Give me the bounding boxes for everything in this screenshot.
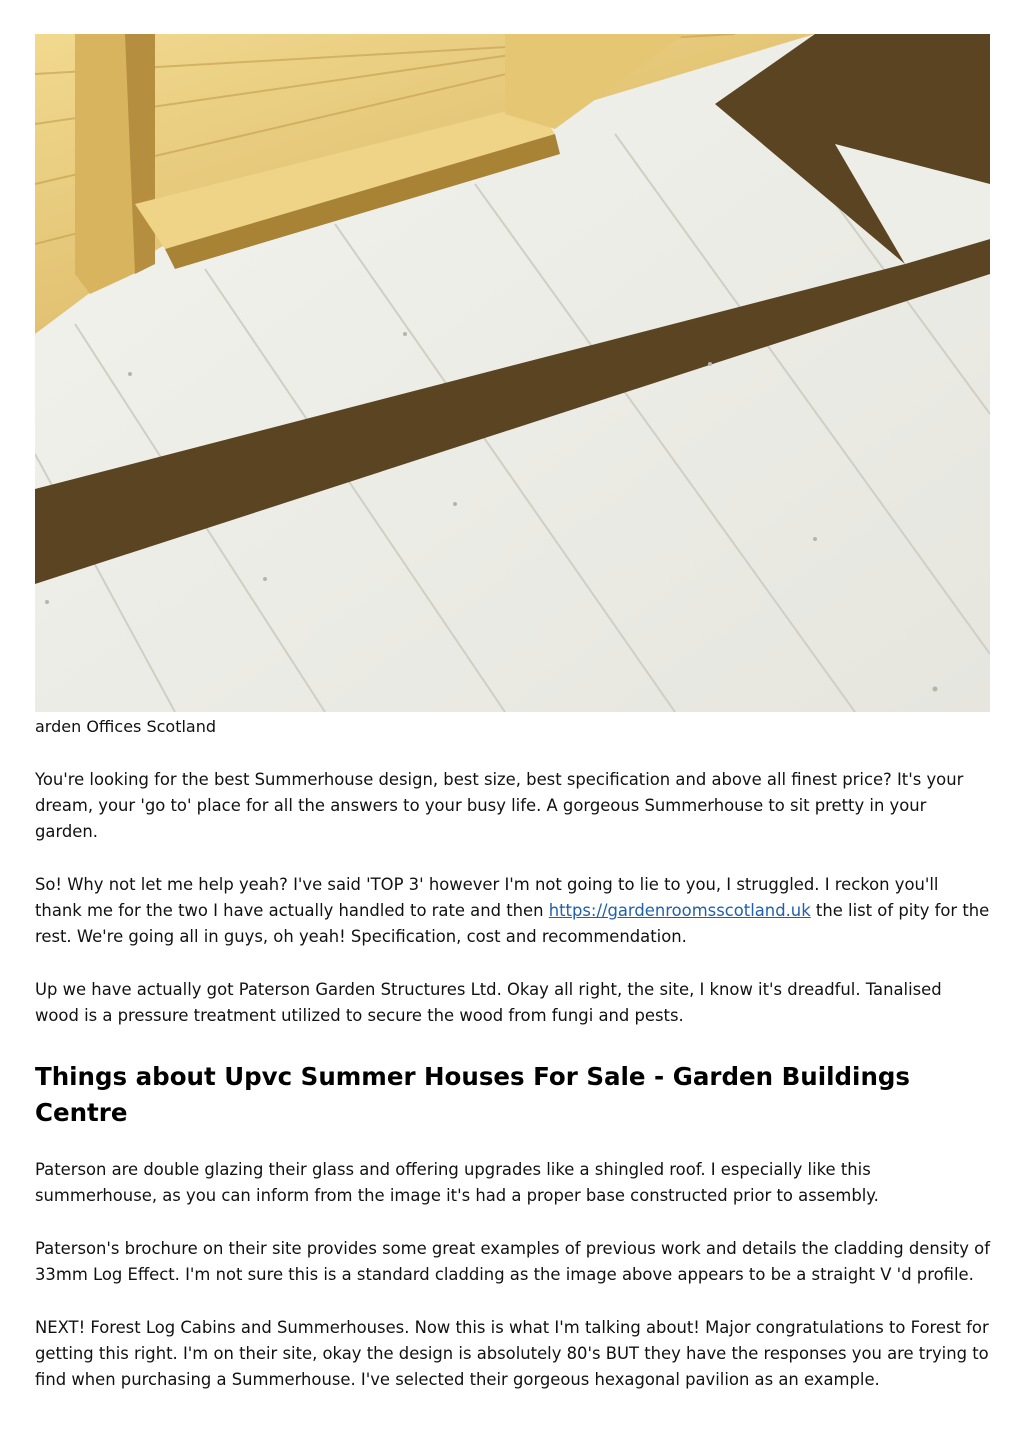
paragraph-top3-text-after: the list of pity for the rest. We're going all in guys, oh yeah! Specification, cost and recommendation. [35,901,990,946]
paragraph-intro: You're looking for the best Summerhouse design, best size, best specification and above all finest price? It's your dream, your 'go to' place for all the answers to your busy life. A gorgeous Summerhouse to sit pretty in your garden. [35,770,964,841]
paragraph-top3 [35,872,990,950]
paragraph-brochure: Paterson's brochure on their site provides some great examples of previous work and details the cladding density of 33mm Log Effect. I'm not sure this is a standard cladding as the image above appears to be a straight V 'd profile. [35,1239,990,1284]
section-heading: Things about Upvc Summer Houses For Sale - Garden Buildings Centre [35,1062,911,1127]
article-body [35,714,990,1393]
paragraph-glazing: Paterson are double glazing their glass and offering upgrades like a shingled roof. I especially like this summerhouse, as you can inform from the image it's had a proper base constructed prior to assembly. [35,1160,879,1205]
paragraph-top3-text-before: So! Why not let me help yeah? I've said 'TOP 3' however I'm not going to lie to you, I struggled. I reckon you'll thank me for the two I have actually handled to rate and then [35,875,939,920]
summerhouse-floor-photo [35,34,990,712]
gardenrooms-link[interactable]: https://gardenroomsscotland.uk [548,901,811,920]
paragraph-forest: NEXT! Forest Log Cabins and Summerhouses. Now this is what I'm talking about! Major congratulations to Forest for getting this right. I'm on their site, okay the design is absolutely 80's BUT they have the responses you are trying to find when purchasing a Summerhouse. I've selected their gorgeous hexagonal pavilion as an example. [35,1318,989,1389]
image-caption: arden Offices Scotland [35,717,217,736]
paragraph-paterson: Up we have actually got Paterson Garden Structures Ltd. Okay all right, the site, I know it's dreadful. Tanalised wood is a pressure treatment utilized to secure the wood from fungi and pests. [35,980,942,1025]
